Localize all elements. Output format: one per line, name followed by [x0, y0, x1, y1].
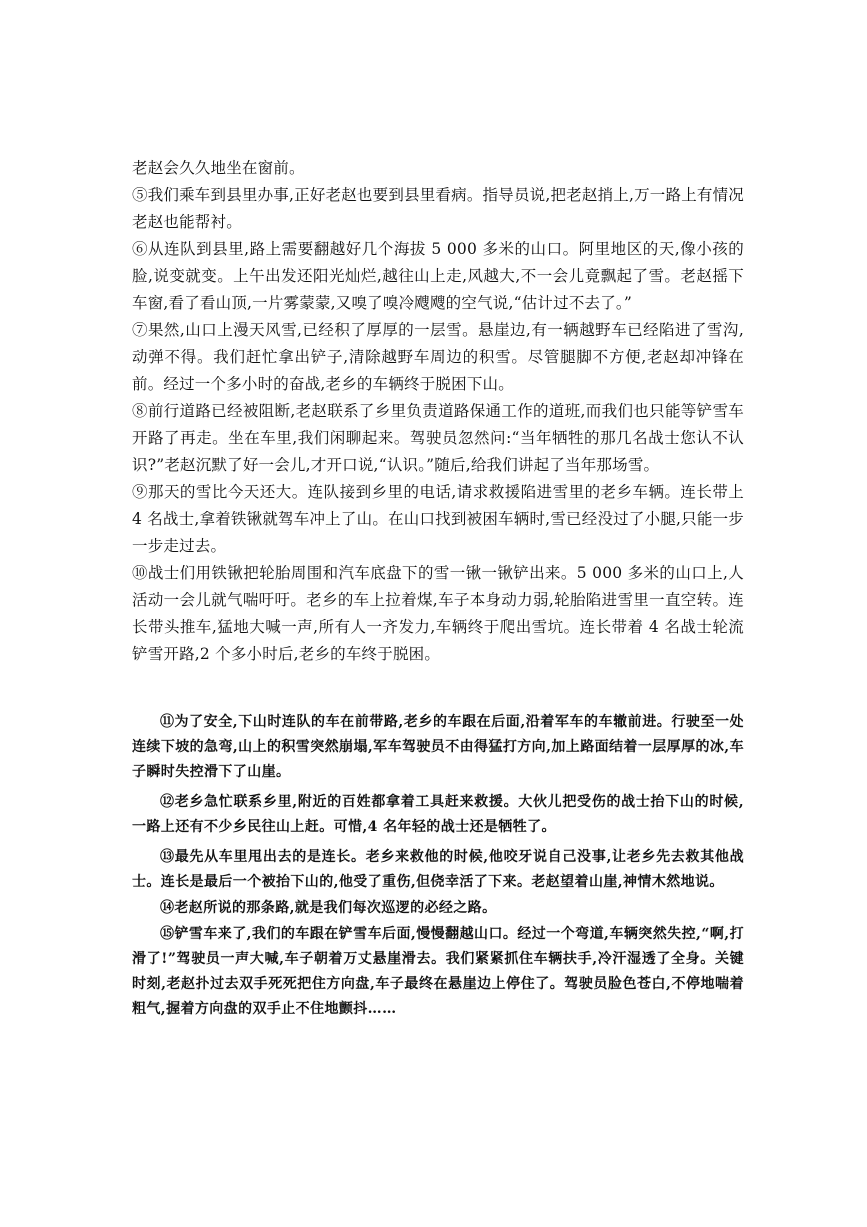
paragraph-9: ⑨那天的雪比今天还大。连队接到乡里的电话,请求救援陷进雪里的老乡车辆。连长带上 4 名战士,拿着铁锹就驾车冲上了山。在山口找到被困车辆时,雪已经没过了小腿,只能一步一步走过去。 [132, 483, 744, 555]
paragraph-8: ⑧前行道路已经被阻断,老赵联系了乡里负责道路保通工作的道班,而我们也只能等铲雪车开路了再走。坐在车里,我们闲聊起来。驾驶员忽然问:“当年牺牲的那几名战士您认不认识?”老赵沉默了好一会儿,才开口说,“认识。”随后,给我们讲起了当年那场雪。 [132, 402, 744, 474]
paragraph-4-end: 老赵会久久地坐在窗前。 [132, 159, 305, 177]
article-body [132, 155, 744, 668]
paragraph-5: ⑤我们乘车到县里办事,正好老赵也要到县里看病。指导员说,把老赵捎上,万一路上有情况老赵也能帮衬。 [132, 186, 744, 231]
paragraph-11: ⑪为了安全,下山时连队的车在前带路,老乡的车跟在后面,沿着军车的车辙前进。行驶至一处连续下坡的急弯,山上的积雪突然崩塌,军车驾驶员不由得猛打方向,加上路面结着一层厚厚的冰,车子瞬时失控滑下了山崖。 [132, 714, 744, 780]
paragraph-10: ⑩战士们用铁锹把轮胎周围和汽车底盘下的雪一锹一锹铲出来。5 000 多米的山口上,人活动一会儿就气喘吁吁。老乡的车上拉着煤,车子本身动力弱,轮胎陷进雪里一直空转。连长带头推车,猛地大喊一声,所有人一齐发力,车辆终于爬出雪坑。连长带着 4 名战士轮流铲雪开路,2 个多小时后,老乡的车终于脱困。 [132, 564, 744, 663]
paragraph-15: ⑮铲雪车来了,我们的车跟在铲雪车后面,慢慢翻越山口。经过一个弯道,车辆突然失控,“啊,打滑了!”驾驶员一声大喊,车子朝着万丈悬崖滑去。我们紧紧抓住车辆扶手,冷汗湿透了全身。关键时刻,老赵扑过去双手死死把住方向盘,车子最终在悬崖边上停住了。驾驶员脸色苍白,不停地喘着粗气,握着方向盘的双手止不住地颤抖…… [132, 926, 744, 1017]
paragraph-14: ⑭老赵所说的那条路,就是我们每次巡逻的必经之路。 [160, 900, 497, 916]
paragraph-7: ⑦果然,山口上漫天风雪,已经积了厚厚的一层雪。悬崖边,有一辆越野车已经陷进了雪沟,动弹不得。我们赶忙拿出铲子,清除越野车周边的积雪。尽管腿脚不方便,老赵却冲锋在前。经过一个多小时的奋战,老乡的车辆终于脱困下山。 [132, 321, 744, 393]
paragraph-6: ⑥从连队到县里,路上需要翻越好几个海拔 5 000 多米的山口。阿里地区的天,像小孩的脸,说变就变。上午出发还阳光灿烂,越往山上走,风越大,不一会儿竟飘起了雪。老赵摇下车窗,看了看山顶,一片雾蒙蒙,又嗅了嗅冷飕飕的空气说,“估计过不去了。” [132, 240, 744, 312]
paragraph-13: ⑬最先从车里甩出去的是连长。老乡来救他的时候,他咬牙说自己没事,让老乡先去救其他战士。连长是最后一个被抬下山的,他受了重伤,但侥幸活了下来。老赵望着山崖,神情木然地说。 [132, 849, 744, 890]
paragraph-12: ⑫老乡急忙联系乡里,附近的百姓都拿着工具赶来救援。大伙儿把受伤的战士抬下山的时候,一路上还有不少乡民往山上赶。可惜,4 名年轻的战士还是牺牲了。 [132, 794, 744, 835]
article-bold-section [132, 710, 744, 1027]
